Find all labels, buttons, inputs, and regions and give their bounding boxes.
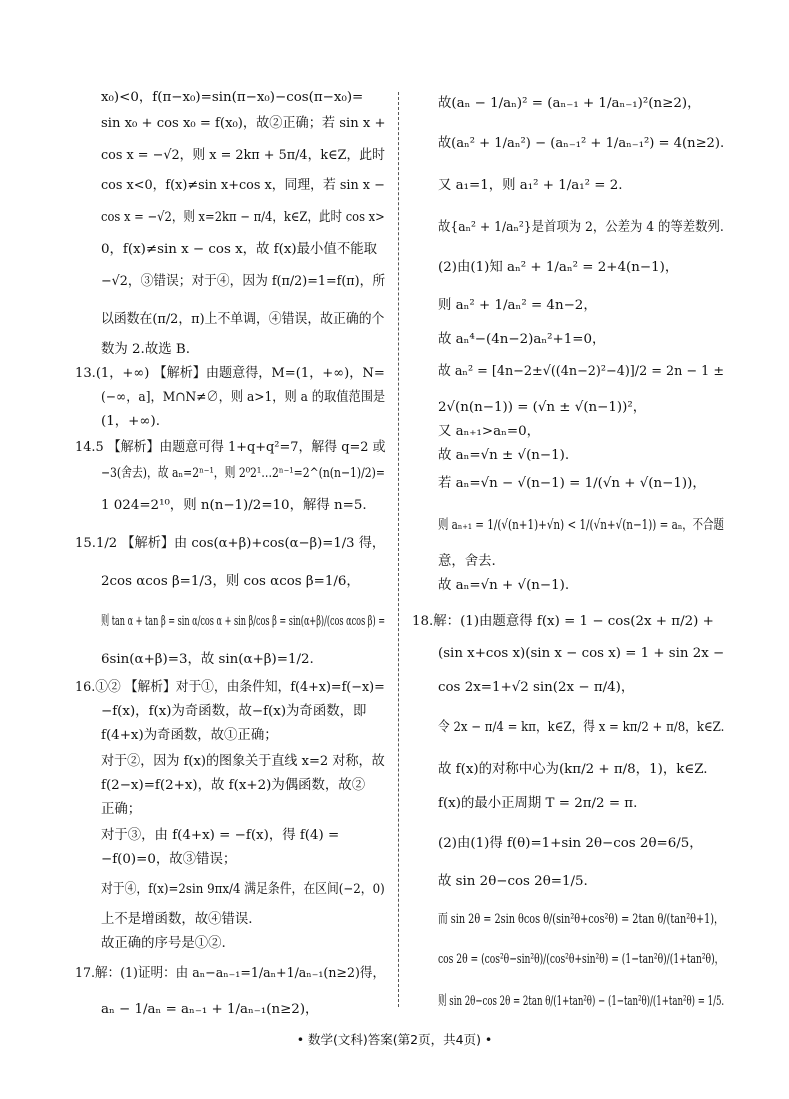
text-line: −f(0)=0，故③错误； [101,852,237,867]
text-line: 故(aₙ − 1/aₙ)² = (aₙ₋₁ + 1/aₙ₋₁)²(n≥2)， [438,96,701,111]
text-line: cos x = −√2，则 x = 2kπ + 5π/4，k∈Z，此时 [101,148,385,163]
text-line: 故{aₙ² + 1/aₙ²}是首项为 2，公差为 4 的等差数列. [438,220,724,235]
text-line: (2)由(1)得 f(θ)=1+sin 2θ−cos 2θ=6/5， [438,836,703,851]
text-line: 故 sin 2θ−cos 2θ=1/5. [438,874,588,889]
text-line: 而 sin 2θ = 2sin θcos θ/(sin²θ+cos²θ) = 2tan θ/(tan²θ+1)， [438,912,724,927]
text-line: 对于②，因为 f(x)的图象关于直线 x=2 对称，故 [101,754,385,769]
text-line: (2)由(1)知 aₙ² + 1/aₙ² = 2+4(n−1)， [438,260,679,275]
text-line: 故 aₙ² = [4n−2±√((4n−2)²−4)]/2 = 2n − 1 ± [438,364,725,379]
text-line: x₀)<0，f(π−x₀)=sin(π−x₀)−cos(π−x₀)= [101,90,364,105]
text-line: f(x)的最小正周期 T = 2π/2 = π. [438,796,638,811]
text-line: 则 tan α + tan β = sin α/cos α + sin β/cos β = sin(α+β)/(cos αcos β) = [101,614,386,629]
answer-18: 18.解：(1)由题意得 f(x) = 1 − cos(2x + π/2) + [412,614,714,629]
text-line: 则 aₙ₊₁ = 1/(√(n+1)+√n) < 1/(√n+√(n−1)) = aₙ，不合题 [438,518,724,533]
text-line: cos 2θ = (cos²θ−sin²θ)/(cos²θ+sin²θ) = (1−tan²θ)/(1+tan²θ)， [438,952,724,967]
column-divider [398,92,399,1007]
answer-14: 14.5 【解析】由题意可得 1+q+q²=7，解得 q=2 或 [75,440,386,455]
text-line: 对于④，f(x)=2sin 9πx/4 满足条件，在区间(−2，0) [101,882,385,897]
text-line: 6sin(α+β)=3，故 sin(α+β)=1/2. [101,652,314,667]
text-line: cos x = −√2，则 x=2kπ − π/4，k∈Z，此时 cos x> [101,210,385,225]
text-line: −√2，③错误；对于④，因为 f(π/2)=1=f(π)，所 [101,274,386,289]
text-line: −f(x)，f(x)为奇函数，故−f(x)为奇函数，即 [101,704,367,719]
text-line: 故 aₙ⁴−(4n−2)aₙ²+1=0， [438,332,606,347]
text-line: (−∞，a]，M∩N≠∅，则 a>1，则 a 的取值范围是 [101,390,386,405]
text-line: 若 aₙ=√n − √(n−1) = 1/(√n + √(n−1))， [438,476,706,491]
text-line: 2√(n(n−1)) = (√n ± √(n−1))²， [438,400,647,415]
text-line: 0，f(x)≠sin x − cos x，故 f(x)最小值不能取 [101,242,377,257]
text-line: 故 aₙ=√n + √(n−1). [438,578,570,593]
text-line: 则 sin 2θ−cos 2θ = 2tan θ/(1+tan²θ) − (1−tan²θ)/(1+tan²θ) = 1/5. [438,994,725,1009]
text-line: 2cos αcos β=1/3，则 cos αcos β=1/6， [101,574,360,589]
text-line: −3(舍去)，故 aₙ=2ⁿ⁻¹，则 2⁰2¹…2ⁿ⁻¹=2^(n(n−1)/2)= [101,466,385,481]
text-line: 以函数在(π/2，π)上不单调，④错误，故正确的个 [101,312,385,327]
text-line: 故 aₙ=√n ± √(n−1). [438,448,570,463]
text-line: 对于③，由 f(4+x) = −f(x)，得 f(4) = [101,828,340,843]
text-line: 令 2x − π/4 = kπ，k∈Z，得 x = kπ/2 + π/8，k∈Z. [438,720,725,735]
text-line: 又 a₁=1，则 a₁² + 1/a₁² = 2. [438,178,623,193]
text-line: 正确； [101,802,142,817]
answer-17: 17.解：(1)证明：由 aₙ−aₙ₋₁=1/aₙ+1/aₙ₋₁(n≥2)得， [75,966,386,981]
text-line: 故正确的序号是①②. [101,936,226,951]
text-line: cos 2x=1+√2 sin(2x − π/4)， [438,680,635,695]
text-line: cos x<0，f(x)≠sin x+cos x，同理，若 sin x − [101,178,385,193]
text-line: 故 f(x)的对称中心为(kπ/2 + π/8，1)，k∈Z. [438,762,708,777]
text-line: (sin x+cos x)(sin x − cos x) = 1 + sin 2x − [438,646,725,661]
page-footer: • 数学(文科)答案(第2页，共4页) • [296,1032,493,1047]
text-line: 1 024=2¹⁰，则 n(n−1)/2=10，解得 n=5. [101,498,367,513]
text-line: 则 aₙ² + 1/aₙ² = 4n−2， [438,298,597,313]
text-line: f(4+x)为奇函数，故①正确； [101,728,278,743]
text-line: 上不是增函数，故④错误. [101,912,253,927]
answer-13: 13.(1，+∞) 【解析】由题意得，M=(1，+∞)，N= [75,366,385,381]
text-line: 意，舍去. [438,554,496,569]
answer-15: 15.1/2 【解析】由 cos(α+β)+cos(α−β)=1/3 得， [75,536,386,551]
answer-16: 16.①② 【解析】对于①，由条件知，f(4+x)=f(−x)= [75,680,385,695]
text-line: sin x₀ + cos x₀ = f(x₀)，故②正确；若 sin x + [101,116,386,131]
text-line: (1，+∞). [101,414,160,429]
text-line: f(2−x)=f(2+x)，故 f(x+2)为偶函数，故② [101,778,366,793]
text-line: 故(aₙ² + 1/aₙ²) − (aₙ₋₁² + 1/aₙ₋₁²) = 4(n≥2). [438,136,725,151]
text-line: 数为 2.故选 B. [101,342,190,357]
text-line: 又 aₙ₊₁>aₙ=0， [438,424,540,439]
text-line: aₙ − 1/aₙ = aₙ₋₁ + 1/aₙ₋₁(n≥2)， [101,1002,319,1017]
